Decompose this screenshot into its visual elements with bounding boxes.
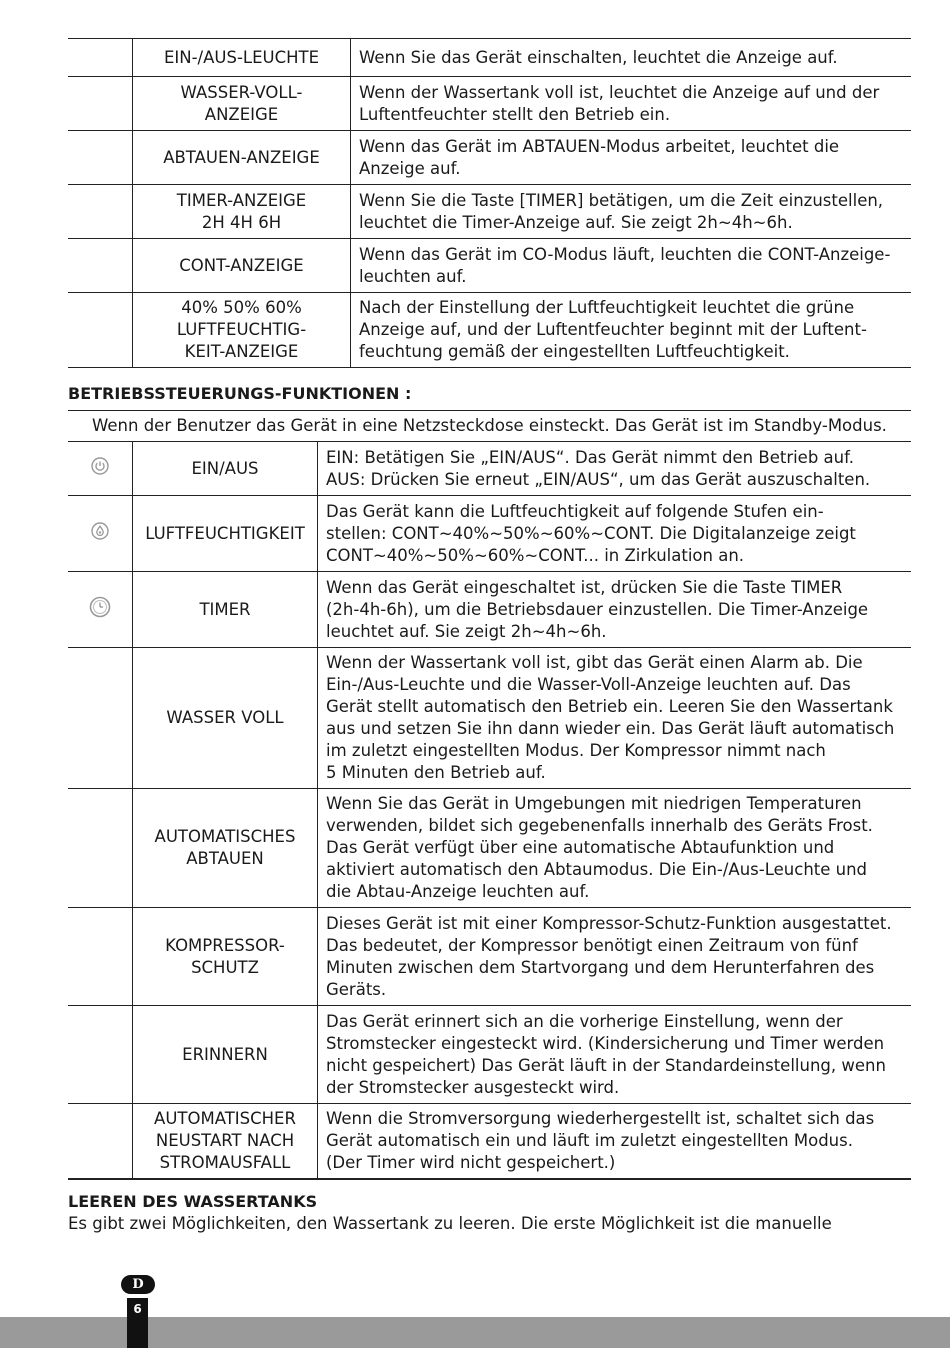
operation-row	[68, 789, 911, 908]
operation-description: Wenn das Gerät eingeschaltet ist, drücken Sie die Taste TIMER (2h-4h-6h), um die Betriebsdauer einzustellen. Die Timer-Anzeige leuchtet auf. Sie zeigt 2h~4h~6h.	[318, 572, 912, 648]
indicator-label: 40% 50% 60% LUFTFEUCHTIG- KEIT-ANZEIGE	[133, 293, 351, 368]
humidity-drop-icon	[91, 522, 109, 546]
operation-label: ERINNERN	[133, 1006, 318, 1104]
operation-icon-cell	[68, 496, 133, 572]
timer-clock-icon	[89, 596, 111, 624]
operation-icon-cell	[68, 572, 133, 648]
operation-row	[68, 1104, 911, 1180]
power-icon	[91, 457, 109, 481]
operation-label: WASSER VOLL	[133, 648, 318, 789]
indicator-blank-cell	[68, 131, 133, 185]
indicator-label: ABTAUEN-ANZEIGE	[133, 131, 351, 185]
operation-icon-cell	[68, 1006, 133, 1104]
operation-description: Wenn der Wassertank voll ist, gibt das Gerät einen Alarm ab. Die Ein-/Aus-Leuchte und die Wasser-Voll-Anzeige leuchten auf. Das Gerät stellt automatisch den Betrieb ein. Leeren Sie den Wassertank aus und setzen Sie ihn dann wieder ein. Das Gerät läuft automatisch im zuletzt eingestellten Modus. Der Kompressor nimmt nach 5 Minuten den Betrieb auf.	[318, 648, 912, 789]
indicator-description: Nach der Einstellung der Luftfeuchtigkeit leuchtet die grüne Anzeige auf, und der Luftentfeuchter beginnt mit der Luftent- feuchtung gemäß der eingestellten Luftfeuchtigkeit.	[351, 293, 912, 368]
indicator-blank-cell	[68, 293, 133, 368]
operation-icon-cell	[68, 442, 133, 496]
indicator-label: TIMER-ANZEIGE 2H 4H 6H	[133, 185, 351, 239]
operation-icon-cell	[68, 789, 133, 908]
operations-heading: BETRIEBSSTEUERUNGS-FUNKTIONEN :	[68, 384, 412, 403]
operation-label: AUTOMATISCHES ABTAUEN	[133, 789, 318, 908]
operation-icon-cell	[68, 908, 133, 1006]
operation-label: KOMPRESSOR- SCHUTZ	[133, 908, 318, 1006]
indicator-label: EIN-/AUS-LEUCHTE	[133, 39, 351, 77]
indicator-description: Wenn Sie die Taste [TIMER] betätigen, um die Zeit einzustellen, leuchtet die Timer-Anzeige auf. Sie zeigt 2h~4h~6h.	[351, 185, 912, 239]
operation-label: EIN/AUS	[133, 442, 318, 496]
indicator-row	[68, 185, 911, 239]
indicator-description: Wenn das Gerät im ABTAUEN-Modus arbeitet, leuchtet die Anzeige auf.	[351, 131, 912, 185]
indicator-description: Wenn das Gerät im CO-Modus läuft, leuchten die CONT-Anzeige- leuchten auf.	[351, 239, 912, 293]
page-number: 6	[127, 1298, 148, 1348]
indicator-row	[68, 77, 911, 131]
operation-description: Dieses Gerät ist mit einer Kompressor-Schutz-Funktion ausgestattet. Das bedeutet, der Kompressor benötigt einen Zeitraum von fünf Minuten zwischen dem Startvorgang und dem Herunterfahren des Geräts.	[318, 908, 912, 1006]
indicator-row	[68, 39, 911, 77]
indicator-blank-cell	[68, 39, 133, 77]
indicators-table	[68, 38, 911, 368]
operation-description: Das Gerät erinnert sich an die vorherige Einstellung, wenn der Stromstecker eingesteckt wird. (Kindersicherung und Timer werden nicht gespeichert) Das Gerät läuft in der Standardeinstellung, wenn der Stromstecker ausgesteckt wird.	[318, 1006, 912, 1104]
indicator-description: Wenn der Wassertank voll ist, leuchtet die Anzeige auf und der Luftentfeuchter stellt den Betrieb ein.	[351, 77, 912, 131]
operation-row	[68, 648, 911, 789]
indicator-row	[68, 293, 911, 368]
operation-row	[68, 442, 911, 496]
operation-description: Wenn Sie das Gerät in Umgebungen mit niedrigen Temperaturen verwenden, bildet sich gegebenenfalls innerhalb des Geräts Frost. Das Gerät verfügt über eine automatische Abtaufunktion und aktiviert automatisch den Abtaumodus. Die Ein-/Aus-Leuchte und die Abtau-Anzeige leuchten auf.	[318, 789, 912, 908]
operations-intro-row	[68, 411, 911, 442]
operation-description: Das Gerät kann die Luftfeuchtigkeit auf folgende Stufen ein- stellen: CONT~40%~50%~60%~CONT. Die Digitalanzeige zeigt CONT~40%~50%~60%~CONT... in Zirkulation an.	[318, 496, 912, 572]
indicator-row	[68, 239, 911, 293]
operation-label: AUTOMATISCHER NEUSTART NACH STROMAUSFALL	[133, 1104, 318, 1180]
indicator-blank-cell	[68, 185, 133, 239]
operation-row	[68, 496, 911, 572]
draining-text: Es gibt zwei Möglichkeiten, den Wassertank zu leeren. Die erste Möglichkeit ist die manuelle	[68, 1214, 832, 1233]
indicator-blank-cell	[68, 77, 133, 131]
operation-label: LUFTFEUCHTIGKEIT	[133, 496, 318, 572]
indicator-row	[68, 131, 911, 185]
indicator-description: Wenn Sie das Gerät einschalten, leuchtet die Anzeige auf.	[351, 39, 912, 77]
indicator-label: WASSER-VOLL- ANZEIGE	[133, 77, 351, 131]
operations-intro: Wenn der Benutzer das Gerät in eine Netzsteckdose einsteckt. Das Gerät ist im Standby-Modus.	[68, 411, 911, 442]
operation-description: Wenn die Stromversorgung wiederhergestellt ist, schaltet sich das Gerät automatisch ein und läuft im zuletzt eingestellten Modus. (Der Timer wird nicht gespeichert.)	[318, 1104, 912, 1180]
operation-row	[68, 1006, 911, 1104]
operation-label: TIMER	[133, 572, 318, 648]
operation-icon-cell	[68, 1104, 133, 1180]
indicator-label: CONT-ANZEIGE	[133, 239, 351, 293]
draining-heading: LEEREN DES WASSERTANKS	[68, 1192, 318, 1211]
operation-row	[68, 908, 911, 1006]
operation-icon-cell	[68, 648, 133, 789]
indicator-blank-cell	[68, 239, 133, 293]
operation-description: EIN: Betätigen Sie „EIN/AUS“. Das Gerät nimmt den Betrieb auf. AUS: Drücken Sie erneut „EIN/AUS“, um das Gerät auszuschalten.	[318, 442, 912, 496]
operation-row	[68, 572, 911, 648]
language-badge: D	[121, 1275, 155, 1294]
operations-table	[68, 410, 911, 1180]
